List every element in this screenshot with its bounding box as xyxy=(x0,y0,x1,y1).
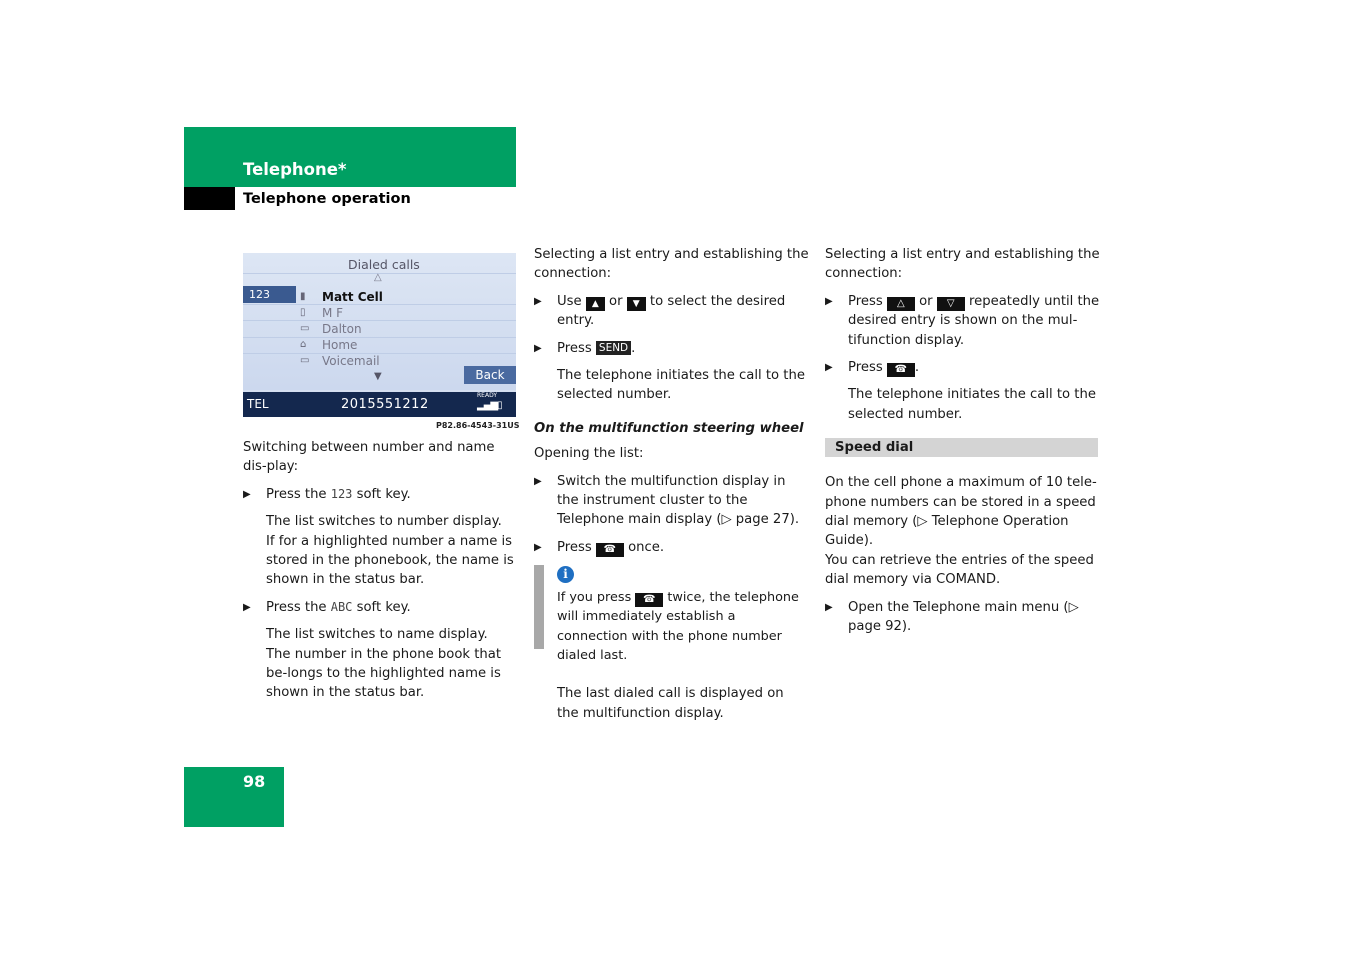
step-result: The list switches to number display. If for a highlighted number a name is stored in the phonebook, the name is shown in the status bar. xyxy=(266,514,514,588)
triangle-right-icon: ▶ xyxy=(534,295,542,307)
instruction-step: ▶ Press the ABC soft key. xyxy=(243,598,518,617)
col2-intro: Selecting a list entry and establishing the connection: xyxy=(534,247,809,282)
info-icon: i xyxy=(557,566,574,583)
status-label: TEL xyxy=(247,397,269,411)
screen-entry: M F xyxy=(322,306,344,320)
triangle-right-icon: ▶ xyxy=(825,295,833,307)
section-title: Telephone operation xyxy=(243,191,411,207)
instruction-step: ▶ Press SEND . xyxy=(534,339,809,358)
instruction-step: ▶ Press ☎ once. xyxy=(534,538,809,557)
speed-dial-text: On the cell phone a maximum of 10 tele-phone numbers can be stored in a speed dial memory (▷ Telephone Operation Guide). xyxy=(825,475,1097,549)
voicemail-icon: ▭ xyxy=(300,355,310,366)
instruction-step: ▶ Press the 123 soft key. xyxy=(243,485,518,504)
column-1 xyxy=(243,438,518,711)
scroll-up-icon: △ xyxy=(374,272,382,283)
triangle-right-icon: ▶ xyxy=(534,475,542,487)
info-note: i If you press ☎ twice, the telephone will immediately establish a connection with the phone number dialed last. The last dialed call is displayed on the multifunction display. xyxy=(534,565,809,723)
triangle-right-icon: ▶ xyxy=(534,342,542,354)
softkey-label: ABC xyxy=(330,599,353,614)
triangle-right-icon: ▶ xyxy=(243,488,251,500)
instruction-step: ▶ Switch the multifunction display in the instrument cluster to the Telephone main display (▷ page 27). xyxy=(534,473,800,528)
screen-entry: Matt Cell xyxy=(322,290,383,304)
cell-phone-icon: ▯ xyxy=(300,307,306,318)
instruction-step: ▶ Use ▲ or ▼ to select the desired entry. xyxy=(534,293,786,329)
subheading: On the multifunction steering wheel xyxy=(534,420,804,436)
note-text: The last dialed call is displayed on the multifunction display. xyxy=(557,686,784,721)
section-marker xyxy=(184,187,235,210)
instruction-step: ▶ Press ☎ . xyxy=(825,358,1100,377)
softkey-123: 123 xyxy=(243,286,296,303)
page-number-box xyxy=(184,767,284,827)
step-result: The list switches to name display. The number in the phone book that be-longs to the highlighted name is shown in the status bar. xyxy=(266,627,502,701)
opening-label: Opening the list: xyxy=(534,446,644,462)
down-triangle-key-icon: ▽ xyxy=(937,297,965,311)
column-2 xyxy=(534,245,809,723)
image-code: P82.86-4543-31US xyxy=(436,421,520,430)
note-bar xyxy=(534,565,544,649)
instruction-step: ▶ Open the Telephone main menu (▷ page 92). xyxy=(825,599,1079,635)
office-icon: ▭ xyxy=(300,323,310,334)
cell-phone-icon: ▮ xyxy=(300,291,306,302)
screen-title: Dialed calls xyxy=(348,257,420,272)
phone-handset-key-icon: ☎ xyxy=(635,593,663,607)
status-number: 2015551212 xyxy=(341,397,429,412)
softkey-label: 123 xyxy=(330,486,353,501)
triangle-right-icon: ▶ xyxy=(825,601,833,613)
col1-intro: Switching between number and name dis-play: xyxy=(243,440,495,475)
ready-label: READY xyxy=(477,392,498,399)
display-screenshot xyxy=(243,253,516,417)
step-result: The telephone initiates the call to the selected number. xyxy=(848,387,1096,422)
speed-dial-text: You can retrieve the entries of the speed dial memory via COMAND. xyxy=(825,552,1094,588)
page-number: 98 xyxy=(243,772,266,791)
speed-dial-heading: Speed dial xyxy=(825,438,1098,457)
screen-entry: Home xyxy=(322,338,358,352)
send-key: SEND xyxy=(596,341,631,355)
instruction-step: ▶ Press △ or ▽ repeatedly until the desired entry is shown on the mul-tifunction display. xyxy=(825,293,1100,348)
down-triangle-key-icon: ▼ xyxy=(627,297,646,311)
chapter-title: Telephone* xyxy=(243,160,347,179)
back-softkey: Back xyxy=(464,366,516,384)
up-triangle-key-icon: △ xyxy=(887,297,915,311)
screen-entry: Dalton xyxy=(322,322,362,336)
scroll-down-icon: ▼ xyxy=(374,371,382,382)
up-triangle-key-icon: ▲ xyxy=(586,297,605,311)
triangle-right-icon: ▶ xyxy=(825,362,833,374)
triangle-right-icon: ▶ xyxy=(534,541,542,553)
step-result: The telephone initiates the call to the selected number. xyxy=(557,368,805,403)
col3-intro: Selecting a list entry and establishing the connection: xyxy=(825,247,1100,282)
triangle-right-icon: ▶ xyxy=(243,601,251,613)
status-bar xyxy=(243,392,516,417)
chapter-header-band xyxy=(184,127,516,187)
home-icon: ⌂ xyxy=(300,339,307,350)
phone-handset-key-icon: ☎ xyxy=(887,363,915,377)
phone-handset-key-icon: ☎ xyxy=(596,543,624,557)
signal-strength-icon: ▂▄▆▯ xyxy=(477,400,502,411)
screen-entry: Voicemail xyxy=(322,354,380,368)
column-3 xyxy=(825,245,1100,645)
